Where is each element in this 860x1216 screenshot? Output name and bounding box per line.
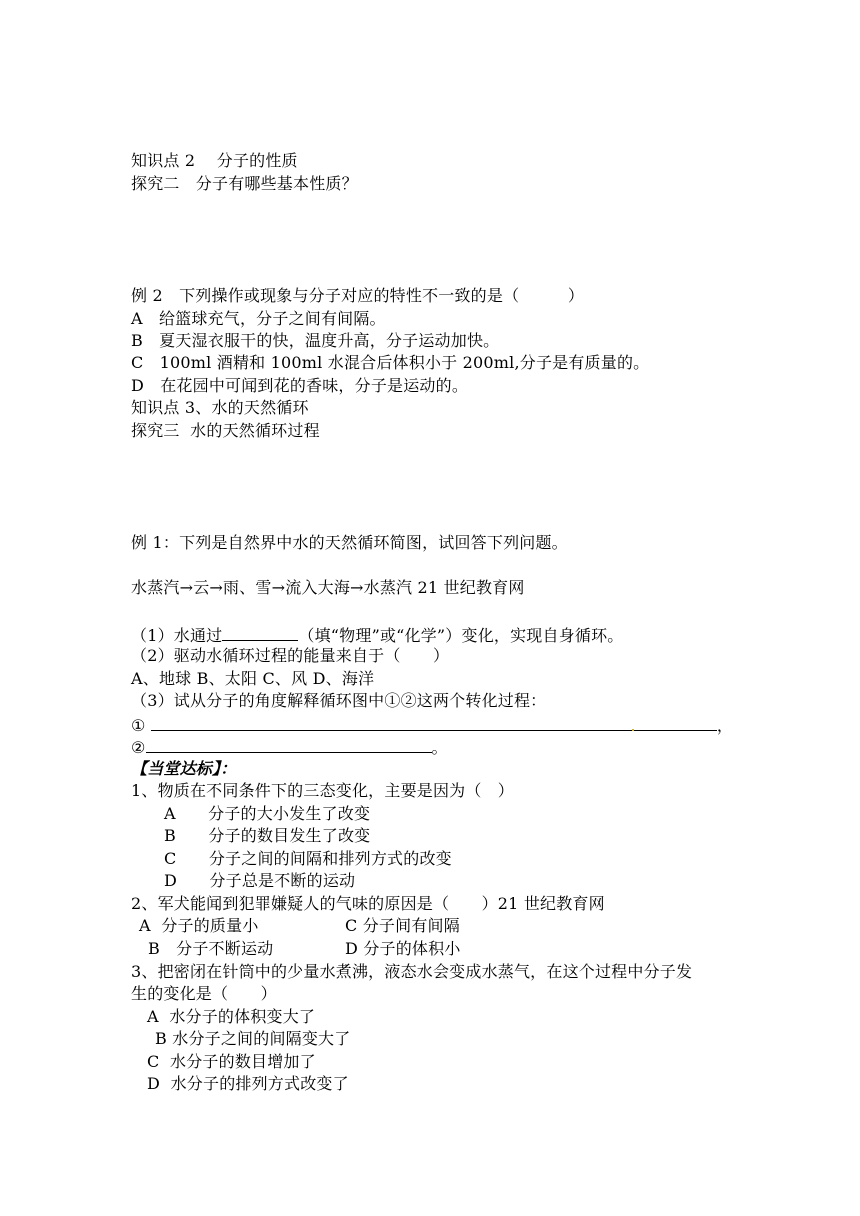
example2-stem: 例 2 下列操作或现象与分子对应的特性不一致的是（ ） (131, 286, 585, 305)
example1-question-2-options: A、地球 B、太阳 C、风 D、海洋 (131, 669, 375, 688)
circled-one-mark: ① (131, 716, 146, 735)
section3-explore: 探究三 水的天然循环过程 (131, 421, 320, 440)
practice-q3-option-c: C 水分子的数目增加了 (147, 1052, 316, 1071)
example2-option-b: B 夏天湿衣服干的快，温度升高，分子运动加快。 (131, 331, 500, 350)
section2-heading: 知识点 2 分子的性质 (131, 151, 298, 170)
practice-q1-stem: 1、物质在不同条件下的三态变化，主要是因为（ ） (131, 781, 514, 800)
practice-title: 【当堂达标】： (131, 759, 237, 778)
example2-option-a: A 给篮球充气，分子之间有间隔。 (131, 309, 386, 328)
water-cycle-sequence: 水蒸汽→云→雨、雪→流入大海→水蒸汽 21 世纪教育网 (131, 578, 525, 597)
example1-question-3: （3）试从分子的角度解释循环图中①②这两个转化过程： (131, 691, 547, 710)
stray-dot (632, 729, 634, 731)
example1-question-1 (131, 623, 624, 647)
practice-q3-option-d: D 水分子的排列方式改变了 (147, 1074, 349, 1093)
example1-stem: 例 1：下列是自然界中水的天然循环简图，试回答下列问题。 (131, 533, 568, 552)
example2-option-d: D 在花园中可闻到花的香味，分子是运动的。 (131, 376, 469, 395)
practice-q1-option-c: C 分子之间的间隔和排列方式的改变 (164, 849, 452, 868)
section2-explore: 探究二 分子有哪些基本性质？ (131, 174, 358, 193)
practice-q2-option-a: A 分子的质量小 (139, 916, 259, 935)
practice-q2-option-b: B 分子不断运动 (148, 939, 274, 958)
q1-prefix: （1）水通过 (131, 626, 223, 645)
practice-q1-option-d: D 分子总是不断的运动 (164, 871, 356, 890)
section3-heading: 知识点 3、水的天然循环 (131, 398, 309, 417)
practice-q3-option-a: A 水分子的体积变大了 (147, 1007, 316, 1026)
practice-q2-option-d: D 分子的体积小 (345, 939, 461, 958)
answer-line-2-end: 。 (431, 738, 448, 757)
practice-q2-option-c: C 分子间有间隔 (345, 916, 460, 935)
practice-q3-stem-line2: 生的变化是（ ） (131, 984, 277, 1003)
answer-line-1-end: ， (716, 716, 734, 735)
practice-q2-stem: 2、军犬能闻到犯罪嫌疑人的气味的原因是（ ）21 世纪教育网 (131, 894, 605, 913)
q1-answer-blank[interactable] (222, 623, 298, 641)
practice-q3-option-b: B 水分子之间的间隔变大了 (155, 1029, 351, 1048)
practice-q1-option-b: B 分子的数目发生了改变 (164, 826, 371, 845)
answer-line-2 (131, 735, 448, 759)
q1-suffix: （填“物理”或“化学”）变化，实现自身循环。 (298, 626, 624, 645)
answer-line-1 (131, 713, 733, 737)
example2-option-c: C 100ml 酒精和 100ml 水混合后体积小于 200ml,分子是有质量的。 (131, 353, 650, 372)
practice-q1-option-a: A 分子的大小发生了改变 (164, 804, 371, 823)
practice-q3-stem-line1: 3、把密闭在针筒中的少量水煮沸，液态水会变成水蒸气，在这个过程中分子发 (131, 962, 693, 981)
example1-question-2: （2）驱动水循环过程的能量来自于（ ） (131, 646, 450, 665)
circled-two-mark: ② (131, 738, 146, 757)
answer-blank-2[interactable] (146, 735, 432, 753)
